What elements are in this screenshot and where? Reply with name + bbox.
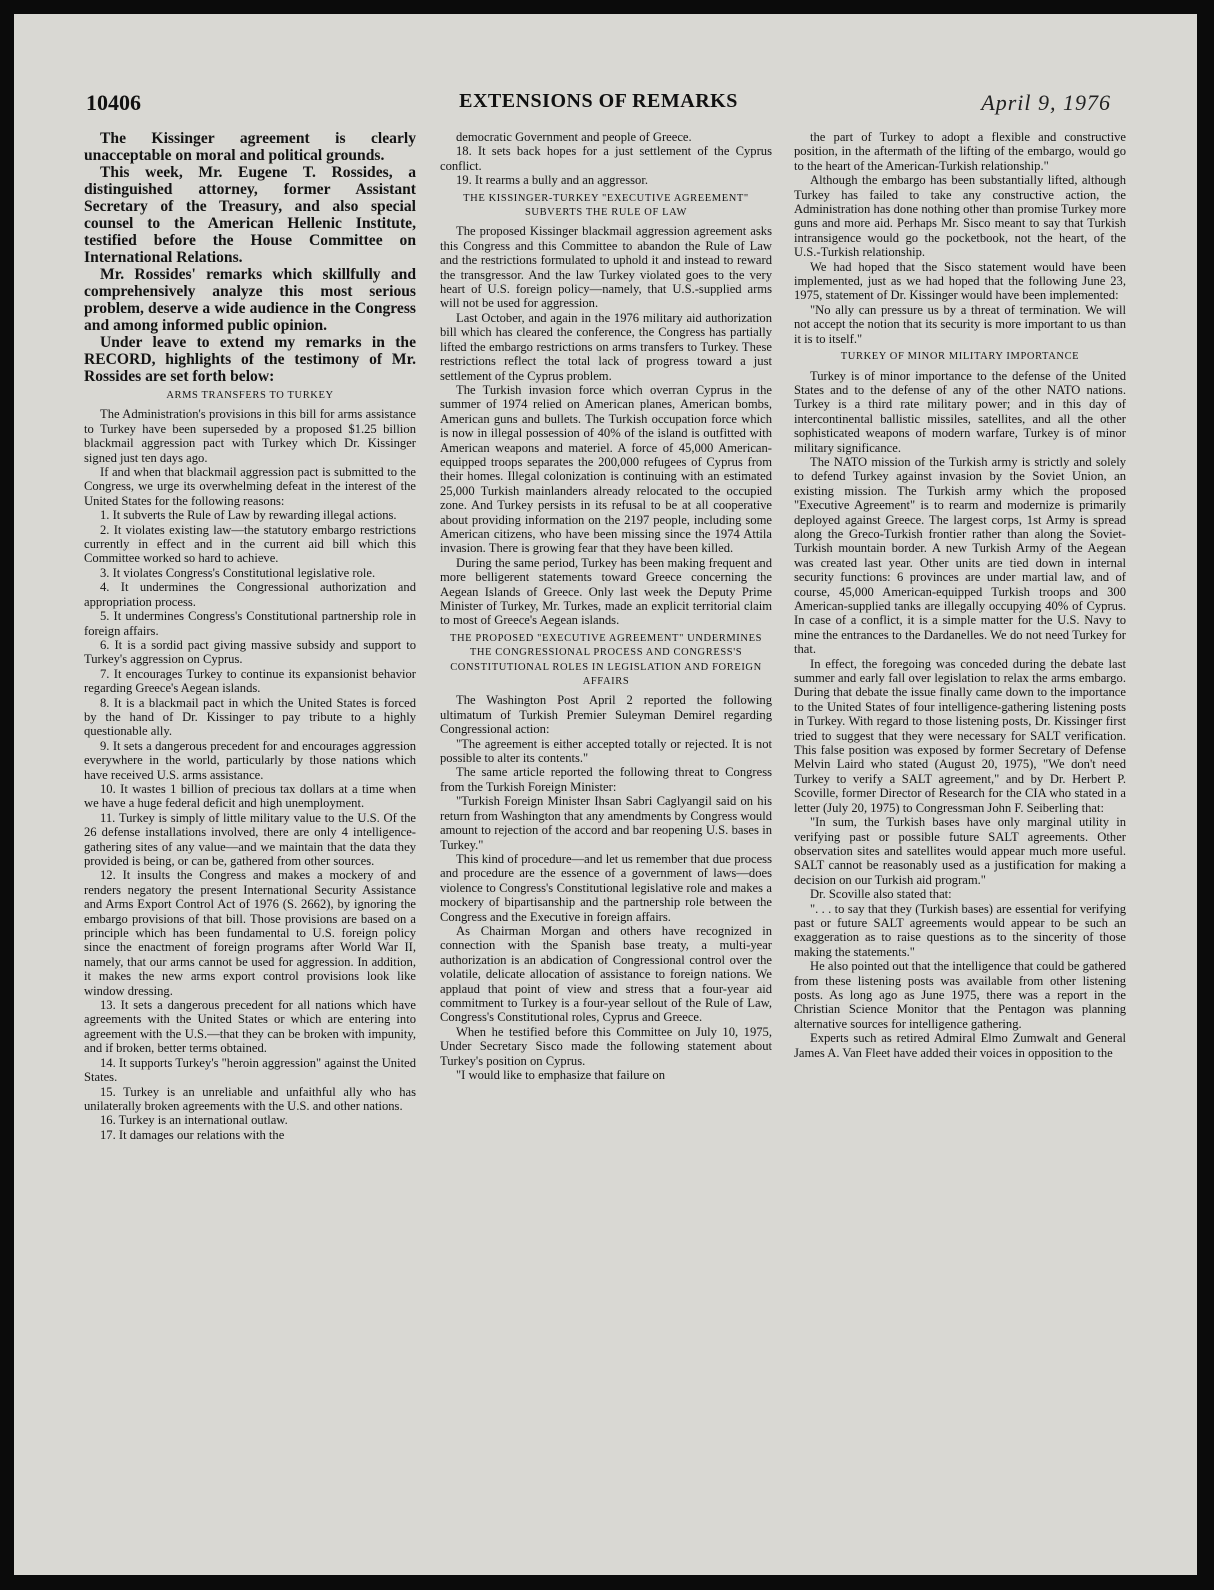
intro-paragraph: This week, Mr. Eugene T. Rossides, a distinguished attorney, former Assistant Secretary of the Treasury, and also special counsel to the American Hellenic Institute, testified before the House Committee on International Relations. <box>84 164 416 266</box>
body-paragraph: He also pointed out that the intelligence that could be gathered from these listening posts was available from other listening posts. As long ago as June 1975, there was a report in the Christian Science Monitor that the Pentagon was planning alternative sources for intelligence gathering. <box>794 959 1126 1031</box>
body-paragraph: "In sum, the Turkish bases have only marginal utility in verifying past or possible future SALT agreements. Other observation sites and satellites would appear much more useful. SALT cannot be reasonably used as a justification for making a decision on our Turkish aid program." <box>794 815 1126 887</box>
body-paragraph: 15. Turkey is an unreliable and unfaithful ally who has unilaterally broken agreements with the U.S. and other nations. <box>84 1084 416 1113</box>
issue-date: April 9, 1976 <box>981 90 1111 115</box>
body-paragraph: "Turkish Foreign Minister Ihsan Sabri Caglyangil said on his return from Washington that any amendments by Congress would amount to rejection of the accord and bar reopening U.S. bases in Turkey." <box>440 794 772 852</box>
intro-paragraph: Under leave to extend my remarks in the RECORD, highlights of the testimony of Mr. Rossides are set forth below: <box>84 334 416 385</box>
section-heading: THE KISSINGER-TURKEY "EXECUTIVE AGREEMENT" SUBVERTS THE RULE OF LAW <box>463 192 749 219</box>
body-paragraph: 7. It encourages Turkey to continue its expansionist behavior regarding Greece's Aegean islands. <box>84 666 416 696</box>
body-paragraph: Turkey is of minor importance to the defense of the United States and to the defense of any of the other NATO nations. Turkey is a third rate military power; and in this day of intercontinental ballistic missiles, satellites, and all the other sophisticated weapons of modern warfare, Turkey is of minor military significance. <box>794 368 1126 455</box>
body-paragraph: As Chairman Morgan and others have recognized in connection with the Spanish base treaty, a multi-year authorization is an abdication of Congressional control over the volatile, delicate allocation of assistance to foreign nations. We applaud that point of view and stress that a four-year aid commitment to Turkey is a four-year sellout of the Rule of Law, Congress's Constitutional roles, Cyprus and Greece. <box>440 923 772 1025</box>
body-paragraph: 16. Turkey is an international outlaw. <box>100 1113 288 1128</box>
body-paragraph: 4. It undermines the Congressional authorization and appropriation process. <box>84 580 416 609</box>
body-paragraph: Dr. Scoville also stated that: <box>810 887 952 902</box>
body-paragraph: In effect, the foregoing was conceded during the debate last summer and early fall over legislation to relax the arms embargo. During that debate the issue finally came down to the importance to the United States of four intelligence-gathering listening posts in Turkey. With regard to those listening posts, Dr. Kissinger first tried to suggest that they were necessary for SALT verification. This false position was exposed by former Secretary of Defense Melvin Laird who stated (August 20, 1975), "We don't need Turkey to verify a SALT agreement," and by Dr. Herbert P. Scoville, former Director of Research for the CIA who stated in a letter (July 20, 1975) to Congressman John F. Seiberling that: <box>794 656 1126 815</box>
body-paragraph: 5. It undermines Congress's Constitutional partnership role in foreign affairs. <box>84 609 416 638</box>
body-paragraph: 1. It subverts the Rule of Law by rewarding illegal actions. <box>100 508 397 523</box>
text-column-right <box>794 130 1126 1540</box>
body-paragraph: 2. It violates existing law—the statutory embargo restrictions currently in effect and in the current aid bill which this Committee worked so hard to achieve. <box>84 522 416 566</box>
body-paragraph: 6. It is a sordid pact giving massive subsidy and support to Turkey's aggression on Cyprus. <box>84 637 416 667</box>
body-paragraph: 9. It sets a dangerous precedent for and encourages aggression everywhere in the world, particularly by those nations which have received U.S. arms assistance. <box>84 738 416 782</box>
body-paragraph: the part of Turkey to adopt a flexible and constructive position, in the aftermath of the lifting of the embargo, would go to the heart of the American-Turkish relationship." <box>794 130 1126 173</box>
document-page <box>14 14 1197 1575</box>
body-paragraph: The proposed Kissinger blackmail aggression agreement asks this Congress and this Committee to abandon the Rule of Law and the restrictions formulated to uphold it and instead to reward the transgressor. And the law Turkey violated goes to the very heart of U.S. foreign policy—namely, that U.S.-supplied arms will not be used for aggression. <box>440 224 772 311</box>
intro-paragraph: The Kissinger agreement is clearly unacceptable on moral and political grounds. <box>84 130 416 164</box>
body-paragraph: Last October, and again in the 1976 military aid authorization bill which has cleared the conference, the Congress has partially lifted the embargo restrictions on arms transfers to Turkey. These restrictions reflect the total lack of progress toward a just settlement of the Cyprus problem. <box>440 310 772 383</box>
body-paragraph: Although the embargo has been substantially lifted, although Turkey has failed to take any constructive action, the Administration has done nothing other than promise Turkey more guns and more aid. Perhaps Mr. Sisco meant to say that Turkish intransigence would go the pocketbook, not the heart, of the U.S.-Turkish relationship. <box>794 173 1126 260</box>
body-paragraph: The Washington Post April 2 reported the following ultimatum of Turkish Premier Suleyman Demirel regarding Congressional action: <box>440 693 772 737</box>
body-paragraph: "I would like to emphasize that failure on <box>456 1068 666 1082</box>
body-paragraph: 19. It rearms a bully and an aggressor. <box>456 173 648 188</box>
body-paragraph: 11. Turkey is simply of little military value to the U.S. Of the 26 defense installations involved, there are only 4 intelligence-gathering sites of any value—and we maintain that the data they provided is being, or can be, gathered from other sources. <box>84 810 416 868</box>
body-paragraph: 8. It is a blackmail pact in which the United States is forced by the hand of Dr. Kissinger to pay tribute to a highly questionable ally. <box>84 695 416 739</box>
body-paragraph: This kind of procedure—and let us remember that due process and procedure are the essence of a government of laws—does violence to Congress's Constitutional legislative role and makes a mockery of bipartisanship and the partnership role between the Congress and the Executive in foreign affairs. <box>440 851 772 924</box>
body-paragraph: 12. It insults the Congress and makes a mockery of and renders negatory the present International Security Assistance and Arms Export Control Act of 1976 (S. 2662), by ignoring the embargo provisions of that bill. Those provisions are based on a principle which has been fundamental to U.S. foreign policy since the enactment of foreign programs after World War II, namely, that our arms cannot be used for aggression. In addition, it makes the new arms export control provisions look like window dressing. <box>84 868 416 998</box>
intro-paragraph: Mr. Rossides' remarks which skillfully and comprehensively analyze this most serious problem, deserve a wide audience in the Congress and among informed public opinion. <box>84 266 416 334</box>
body-paragraph: The same article reported the following threat to Congress from the Turkish Foreign Minister: <box>440 765 772 794</box>
body-paragraph: 14. It supports Turkey's "heroin aggression" against the United States. <box>84 1055 416 1085</box>
body-paragraph: Experts such as retired Admiral Elmo Zumwalt and General James A. Van Fleet have added their voices in opposition to the <box>794 1031 1126 1060</box>
body-paragraph: 17. It damages our relations with the <box>100 1127 285 1142</box>
body-paragraph: 10. It wastes 1 billion of precious tax dollars at a time when we have a huge federal deficit and high unemployment. <box>84 781 416 811</box>
body-paragraph: During the same period, Turkey has been making frequent and more belligerent statements toward Greece concerning the Aegean Islands of Greece. Only last week the Deputy Prime Minister of Turkey, Mr. Turkes, made an explicit territorial claim to most of Greece's Aegean islands. <box>440 555 772 628</box>
body-paragraph: When he testified before this Committee on July 10, 1975, Under Secretary Sisco made the following statement about Turkey's position on Cyprus. <box>440 1024 772 1068</box>
body-paragraph: ". . . to say that they (Turkish bases) are essential for verifying past or future SALT agreements would appear to be such an exaggeration as to raise questions as to the sincerity of those making the statements." <box>794 901 1126 959</box>
body-paragraph: We had hoped that the Sisco statement would have been implemented, just as we had hoped that the following June 23, 1975, statement of Dr. Kissinger would have been implemented: <box>794 259 1126 303</box>
body-paragraph: 18. It sets back hopes for a just settlement of the Cyprus conflict. <box>440 144 772 173</box>
section-heading: THE PROPOSED "EXECUTIVE AGREEMENT" UNDERMINES THE CONGRESSIONAL PROCESS AND CONGRESS'S CONSTITUTIONAL ROLES IN LEGISLATION AND FOREIGN AFFAIRS <box>449 632 763 688</box>
body-paragraph: The NATO mission of the Turkish army is strictly and solely to defend Turkey against invasion by the Soviet Union, an existing mission. The Turkish army which the proposed "Executive Agreement" is to rearm and modernize is primarily deployed against Greece. The largest corps, 1st Army is spread along the Greco-Turkish frontier rather than along the Soviet-Turkish mountain border. A new Turkish Army of the Aegean was created last year. Other units are tied down in internal security functions: 6 provinces are under martial law, and of course, 45,000 American-equipped Turkish troops and 300 American-supplied tanks are illegally occupying 40% of Cyprus. In case of a conflict, it is a simple matter for the U.S. Navy to mine the entrances to the Dardanelles. We do not need Turkey for that. <box>794 454 1126 657</box>
body-paragraph: democratic Government and people of Greece. <box>456 130 692 144</box>
running-title: EXTENSIONS OF REMARKS <box>459 90 738 112</box>
text-column-left <box>84 130 416 1540</box>
body-paragraph: "No ally can pressure us by a threat of termination. We will not accept the notion that its security is more important to us than it is to itself." <box>794 302 1126 346</box>
section-heading: TURKEY OF MINOR MILITARY IMPORTANCE <box>840 351 1080 363</box>
body-paragraph: 13. It sets a dangerous precedent for all nations which have agreements with the United States or which are entering into agreement with the U.S.—that they can be broken with impunity, and if broken, better terms obtained. <box>84 998 416 1056</box>
body-paragraph: "The agreement is either accepted totally or rejected. It is not possible to alter its contents." <box>440 736 772 766</box>
body-paragraph: The Administration's provisions in this bill for arms assistance to Turkey have been superseded by a proposed $1.25 billion blackmail aggression pact with Turkey which Dr. Kissinger signed just ten days ago. <box>84 407 416 465</box>
body-paragraph: If and when that blackmail aggression pact is submitted to the Congress, we urge its overwhelming defeat in the interest of the United States for the following reasons: <box>84 465 416 508</box>
body-paragraph: The Turkish invasion force which overran Cyprus in the summer of 1974 relied on American planes, American bombs, American guns and bullets. The Turkish occupation force which is now in illegal possession of 40% of the island is outfitted with American weapons and materiel. A force of 45,000 American-equipped troops separates the 200,000 refugees of Cyprus from their homes. Illegal colonization is continuing with an estimated 25,000 Turkish mainlanders already relocated to the occupied zone. And Turkey persists in its refusal to be at all cooperative about providing information on the 2197 people, including some American citizens, who have been missing since the 1974 Attila invasion. There is growing fear that they have been killed. <box>440 382 772 556</box>
page-number: 10406 <box>86 90 141 115</box>
text-column-middle <box>440 130 772 1540</box>
section-heading: ARMS TRANSFERS TO TURKEY <box>166 390 334 401</box>
body-paragraph: 3. It violates Congress's Constitutional legislative role. <box>100 565 376 580</box>
page-header <box>86 90 1111 120</box>
